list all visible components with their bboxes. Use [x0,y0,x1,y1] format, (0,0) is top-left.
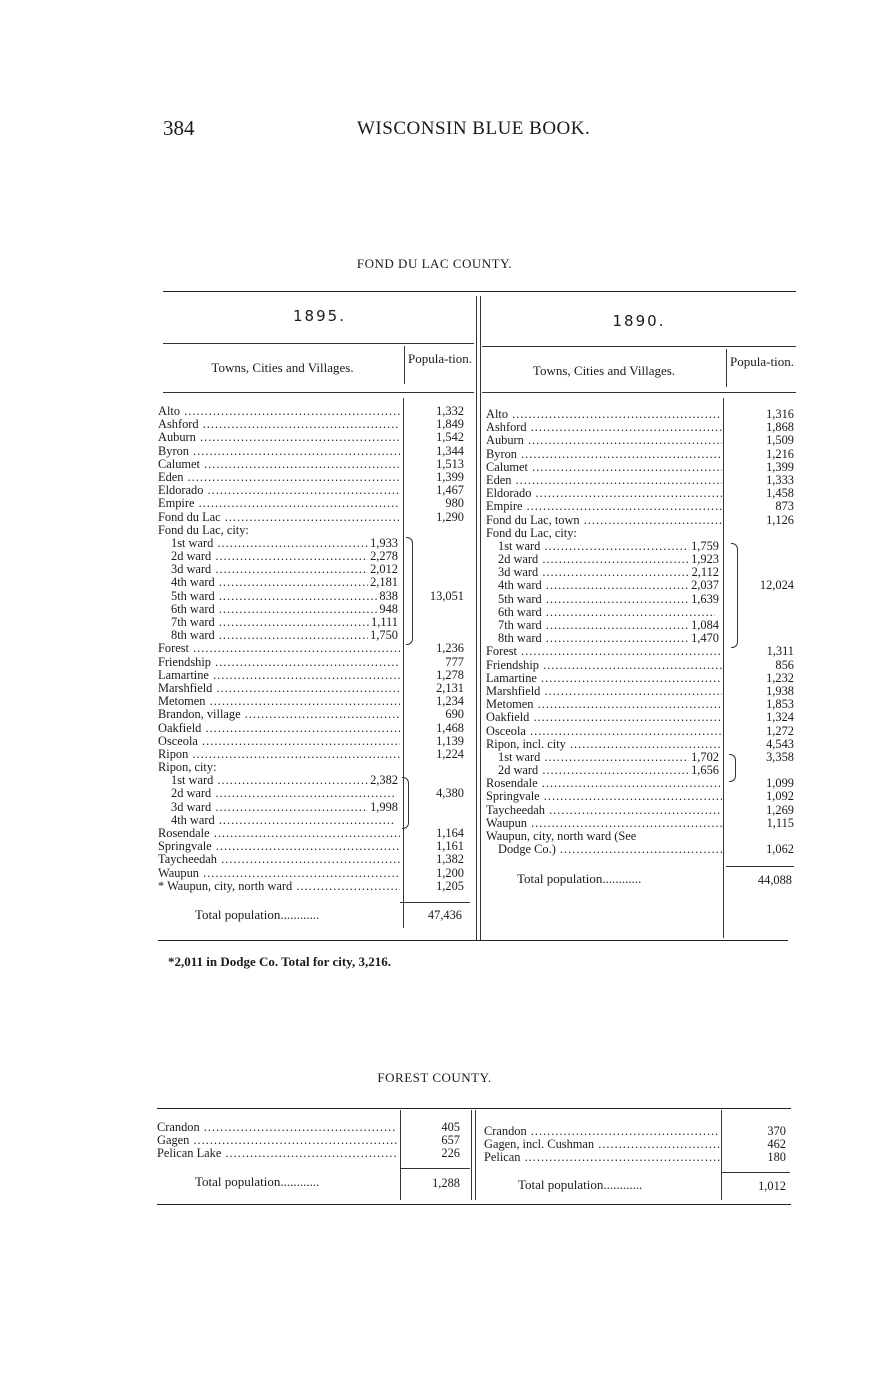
table-row [158,458,470,471]
left-year-rule [163,343,474,344]
row-population: 1,099 [766,776,794,791]
table-row [158,748,470,761]
row-name: Ripon, city: [158,761,217,775]
row-population: 4,380 [436,786,464,801]
row-name: Auburn ..... [158,431,400,444]
table-row [486,553,796,566]
row-name: Taycheedah ..... [486,804,722,817]
table-row [486,487,796,500]
table-row [486,434,796,447]
table-row [158,669,470,682]
row-name: Waupun ..... [158,867,400,880]
row-population: 405 [441,1120,460,1134]
year-1895: 1895. [293,307,346,325]
row-population: 1,382 [436,852,464,867]
row-name: 5th ward ..... [498,593,715,606]
table-row [158,537,470,550]
table-row [158,550,470,563]
row-population: 1,164 [436,826,464,840]
row-name: Marshfield ..... [158,682,400,695]
forest-1895-rows [157,1121,467,1161]
running-head: WISCONSIN BLUE BOOK. [357,118,591,139]
table-row [158,840,470,853]
fdl-1890-rows [486,408,796,856]
right-total-rule [726,866,794,867]
forest-top-rule [157,1108,791,1109]
row-name: Oakfield ..... [158,722,400,735]
table-top-rule [163,291,796,292]
row-ward-value: 1,470 [691,631,719,646]
row-name: 4th ward ..... [171,576,394,589]
row-name: Lamartine ..... [158,669,400,682]
table-row [158,774,470,787]
table-row [486,672,796,685]
row-population: 370 [767,1124,786,1138]
row-name: Eldorado ..... [158,484,400,497]
right-header-divider [726,349,727,387]
table-row [486,448,796,461]
row-population: 1,200 [436,865,464,880]
table-row [486,725,796,738]
forest-title: FOREST COUNTY. [377,1070,492,1085]
row-name: 5th ward ..... [171,590,394,603]
row-name: 1st ward ..... [498,540,715,553]
row-name: Lamartine ..... [486,672,722,685]
forest-bottom-rule [157,1204,791,1205]
table-row [158,629,470,642]
center-divider-b [480,296,481,940]
table-row [158,761,470,774]
row-population: 2,131 [436,680,464,695]
right-col-name-header: Towns, Cities and Villages. [532,363,676,378]
row-name: Ripon, incl. city ..... [486,738,722,751]
left-total-label: Total population............ [195,907,320,922]
row-population: 4,543 [766,736,794,751]
row-population: 3,358 [766,749,794,764]
table-row [486,659,796,672]
row-name: Waupun, city, north ward (See [486,830,637,843]
row-population: 1,853 [766,697,794,712]
row-population: 1,324 [766,710,794,725]
row-name: 3d ward ..... [171,801,394,814]
row-population: 1,311 [766,644,794,659]
row-name: Crandon ..... [484,1125,720,1138]
table-row [486,619,796,632]
table-row [158,722,470,735]
table-row [158,656,470,669]
row-population: 1,224 [436,746,464,761]
row-name: 7th ward ..... [498,619,715,632]
row-name: Empire ..... [486,500,722,513]
row-name: Taycheedah ..... [158,853,400,866]
row-ward-value: 2,278 [370,549,398,564]
table-row [158,445,470,458]
forest-left-total-rule [400,1168,470,1169]
row-population: 1,272 [766,723,794,738]
row-name: Forest ..... [158,642,400,655]
row-population: 1,115 [766,815,794,830]
page-number: 384 [163,116,195,140]
table-bottom-rule [158,940,788,941]
table-row [484,1138,789,1151]
row-population: 1,468 [436,720,464,735]
row-ward-value: 2,012 [370,562,398,577]
fdl-1895-rows [158,405,470,893]
row-name: 1st ward ..... [171,774,394,787]
table-row [158,880,470,893]
center-divider-a [476,296,477,940]
row-name: Eden ..... [158,471,400,484]
row-name: 1st ward ..... [498,751,715,764]
table-row [486,593,796,606]
row-population: 1,232 [766,670,794,685]
table-row [158,867,470,880]
row-name: Rosendale ..... [486,777,722,790]
row-name: Springvale ..... [158,840,400,853]
row-population: 13,051 [429,588,464,603]
row-name: 8th ward ..... [498,632,715,645]
row-name: Metomen ..... [158,695,400,708]
row-name: Gagen ..... [157,1134,397,1147]
table-row [486,514,796,527]
row-name: 7th ward ..... [171,616,394,629]
row-name: Eden ..... [486,474,722,487]
table-row [158,603,470,616]
row-name: 2d ward ..... [171,550,394,563]
row-name: 2d ward ..... [498,553,715,566]
table-row [486,804,796,817]
forest-right-total-label: Total population............ [518,1177,643,1192]
row-name: Friendship ..... [486,659,722,672]
right-header-rule [482,392,796,393]
row-name: 2d ward ..... [498,764,715,777]
year-1890: 1890. [612,312,666,330]
table-row [486,777,796,790]
forest-right-total-rule [722,1172,790,1173]
row-population: 1,126 [766,512,794,527]
table-row [158,590,470,603]
row-population: 1,332 [436,404,464,418]
row-name: 6th ward ..... [171,603,394,616]
left-total-value: 47,436 [427,908,462,922]
row-name: 3d ward ..... [498,566,715,579]
row-population: 1,269 [766,802,794,817]
row-name: 6th ward ..... [498,606,715,619]
row-name: 4th ward ..... [171,814,394,827]
row-population: 1,458 [766,486,794,501]
row-ward-value: 948 [379,601,398,616]
row-population: 1,513 [436,456,464,471]
forest-center-divider-a [471,1110,472,1200]
row-population: 12,024 [759,578,794,593]
row-name: 3d ward ..... [171,563,394,576]
row-population: 777 [445,654,464,669]
row-ward-value: 2,382 [370,773,398,788]
table-row [486,527,796,540]
table-row [486,738,796,751]
row-population: 1,316 [766,407,794,421]
table-row [486,632,796,645]
row-ward-value: 2,181 [370,575,398,590]
brace-ripon-1890 [729,754,736,782]
row-name: Fond du Lac, city: [158,523,249,537]
table-row [158,431,470,444]
row-ward-value: 1,933 [370,535,398,550]
table-row [158,524,470,537]
row-name: Alto ..... [486,408,722,421]
row-ward-value: 1,750 [370,628,398,643]
right-total-label: Total population............ [517,871,642,886]
row-ward-value: 1,656 [691,763,719,778]
table-row [158,405,470,418]
row-name: Pelican ..... [484,1151,720,1164]
table-row [486,711,796,724]
table-row [158,827,470,840]
row-population: 1,333 [766,472,794,487]
table-row [157,1121,467,1134]
left-total-rule [400,902,470,903]
row-name: Metomen ..... [486,698,722,711]
row-ward-value: 1,084 [691,618,719,632]
row-population: 1,290 [436,509,464,524]
table-row [486,474,796,487]
fond-du-lac-title: FOND DU LAC COUNTY. [356,256,513,271]
row-name: Byron ..... [158,445,400,458]
row-name: Waupun ..... [486,817,722,830]
row-name: Empire ..... [158,497,400,510]
row-name: Osceola ..... [158,735,400,748]
table-row [486,830,796,843]
row-population: 856 [775,657,794,672]
row-population: 690 [445,707,464,722]
table-row [486,566,796,579]
row-population: 980 [445,496,464,511]
table-row [486,764,796,777]
row-population: 180 [767,1150,786,1165]
table-row [158,853,470,866]
table-row [486,500,796,513]
row-name: Gagen, incl. Cushman ..... [484,1138,720,1151]
row-name: Springvale ..... [486,790,722,803]
table-row [486,843,796,856]
row-name: Calumet ..... [486,461,722,474]
row-population: 1,542 [436,430,464,445]
row-ward-value: 1,998 [370,799,398,814]
table-row [484,1125,789,1138]
row-population: 1,467 [436,483,464,498]
row-name: * Waupun, city, north ward ..... [158,880,400,893]
row-population: 873 [775,499,794,514]
forest-left-total-label: Total population............ [195,1174,320,1189]
row-population: 1,399 [766,459,794,474]
row-population: 1,344 [436,443,464,458]
row-name: Crandon ..... [157,1121,397,1134]
brace-fdl-1890 [731,543,738,648]
row-population: 657 [441,1133,460,1148]
forest-center-divider-b [475,1110,476,1200]
row-name: Osceola ..... [486,725,722,738]
row-population: 1,509 [766,433,794,448]
table-row [486,540,796,553]
table-row [486,421,796,434]
row-name: Dodge Co.) ..... [498,843,722,856]
table-row [158,484,470,497]
right-col-pop-header: Popula-tion. [730,354,794,369]
row-name: Marshfield ..... [486,685,722,698]
table-row [158,576,470,589]
table-row [486,408,796,421]
row-name: Ashford ..... [158,418,400,431]
row-population: 1,236 [436,641,464,656]
row-name: Oakfield ..... [486,711,722,724]
row-name: Ripon ..... [158,748,400,761]
row-ward-value: 2,037 [691,578,719,593]
table-row [158,642,470,655]
row-population: 1,092 [766,789,794,804]
row-population: 1,278 [436,667,464,682]
footnote: *2,011 in Dodge Co. Total for city, 3,216. [168,954,391,969]
table-row [486,698,796,711]
table-row [157,1134,467,1147]
table-row [486,461,796,474]
table-row [486,579,796,592]
row-ward-value: 1,759 [691,538,719,553]
table-row [158,814,470,827]
table-row [486,606,796,619]
table-row [158,735,470,748]
row-name: Byron ..... [486,448,722,461]
row-name: Fond du Lac ..... [158,511,400,524]
table-row [158,497,470,510]
brace-ripon-1895 [402,777,409,829]
row-ward-value: 2,112 [691,565,719,580]
row-population: 1,938 [766,683,794,698]
table-row [486,790,796,803]
row-population: 462 [767,1137,786,1152]
row-name: Eldorado ..... [486,487,722,500]
row-name: Auburn ..... [486,434,722,447]
table-row [158,563,470,576]
row-population: 1,868 [766,420,794,435]
row-population: 1,399 [436,469,464,484]
row-name: 1st ward ..... [171,537,394,550]
row-name: Brandon, village ..... [158,708,400,721]
forest-1890-rows [484,1125,789,1165]
table-row [158,471,470,484]
row-name: 4th ward ..... [498,579,715,592]
left-header-rule [163,392,474,393]
table-row [486,751,796,764]
forest-left-total-value: 1,288 [432,1176,460,1190]
row-name: Alto ..... [158,405,400,418]
brace-fdl-1895 [406,537,413,645]
table-row [158,616,470,629]
row-ward-value: 1,923 [691,552,719,567]
row-population: 1,849 [436,417,464,432]
row-name: Fond du Lac, city: [486,526,577,540]
row-name: Pelican Lake ..... [157,1147,397,1160]
table-row [158,682,470,695]
row-name: Ashford ..... [486,421,722,434]
table-row [158,801,470,814]
row-population: 1,139 [436,733,464,748]
table-row [484,1151,789,1164]
row-population: 1,161 [436,839,464,854]
row-population: 1,216 [766,446,794,461]
row-population: 1,234 [436,694,464,709]
row-name: 8th ward ..... [171,629,394,642]
row-name: Calumet ..... [158,458,400,471]
row-population: 226 [441,1146,460,1161]
table-row [486,685,796,698]
forest-right-total-value: 1,012 [758,1179,786,1193]
right-year-rule [482,346,796,347]
row-name: 2d ward ..... [171,787,394,800]
left-col-name-header: Towns, Cities and Villages. [211,360,354,375]
row-population: 1,205 [436,878,464,893]
table-row [158,511,470,524]
row-name: Friendship ..... [158,656,400,669]
table-row [158,787,470,800]
row-population: 1,062 [766,842,794,857]
table-row [158,708,470,721]
table-row [486,645,796,658]
row-ward-value: 1,702 [691,749,719,764]
row-name: Fond du Lac, town ..... [486,514,722,527]
left-header-divider [404,346,405,384]
table-row [158,418,470,431]
table-row [158,695,470,708]
row-ward-value: 838 [379,588,398,603]
right-total-value: 44,088 [757,873,792,887]
row-name: Forest ..... [486,645,722,658]
row-ward-value: 1,111 [371,615,398,629]
row-name: Rosendale ..... [158,827,400,840]
table-row [157,1147,467,1160]
left-col-pop-header: Popula-tion. [408,351,472,366]
row-ward-value: 1,639 [691,591,719,606]
table-row [486,817,796,830]
